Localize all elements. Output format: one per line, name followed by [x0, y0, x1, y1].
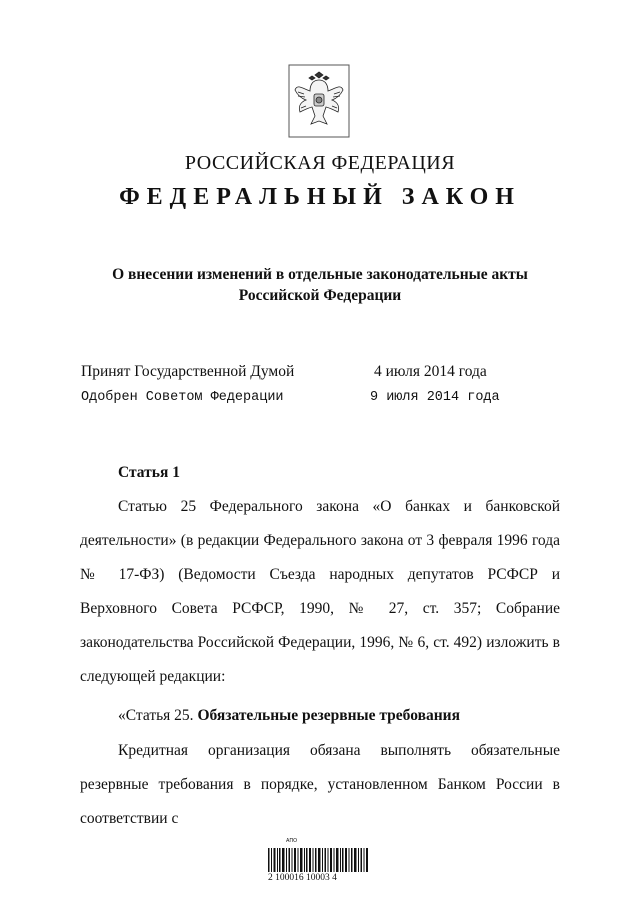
law-title	[80, 264, 560, 306]
barcode-mini-label: АПО	[286, 838, 298, 844]
country-name: РОССИЙСКАЯ ФЕДЕРАЦИЯ	[184, 152, 456, 174]
quoted-article-text: Кредитная организация обязана выполнять обязательные резервные требования в порядке, установленном Банком России в соответствии с	[80, 742, 560, 827]
adoption-date: 4 июля 2014 года	[374, 363, 487, 380]
article-heading: Статья 1	[118, 464, 180, 481]
barcode-bars	[268, 848, 368, 872]
approval-label: Одобрен Советом Федерации	[81, 390, 284, 405]
law-title-line-2: Российской Федерации	[238, 287, 402, 304]
quoted-article-heading	[118, 707, 460, 725]
law-title-line-1: О внесении изменений в отдельные законодательные акты	[112, 266, 528, 283]
document-type: ФЕДЕРАЛЬНЫЙ ЗАКОН	[119, 184, 521, 210]
approval-date: 9 июля 2014 года	[370, 390, 500, 405]
quoted-article-prefix: «Статья 25.	[118, 707, 194, 724]
russian-coat-of-arms-icon	[288, 64, 350, 138]
article-paragraph: Статью 25 Федерального закона «О банках и банковской деятельности» (в редакции Федерального закона от 3 февраля 1996 года № 17-ФЗ) (Ведомости Съезда народных депутатов РСФСР и Верховного Совета РСФСР, 1990, № 27, ст. 357; Собрание законодательства Российской Федерации, 1996, № 6, ст. 492) изложить в следующей редакции:	[80, 498, 560, 685]
barcode-number: 2 100016 10003 4	[268, 873, 337, 883]
quoted-article-title: Обязательные резервные требования	[197, 707, 460, 724]
barcode	[268, 838, 372, 883]
adoption-label: Принят Государственной Думой	[81, 363, 295, 380]
